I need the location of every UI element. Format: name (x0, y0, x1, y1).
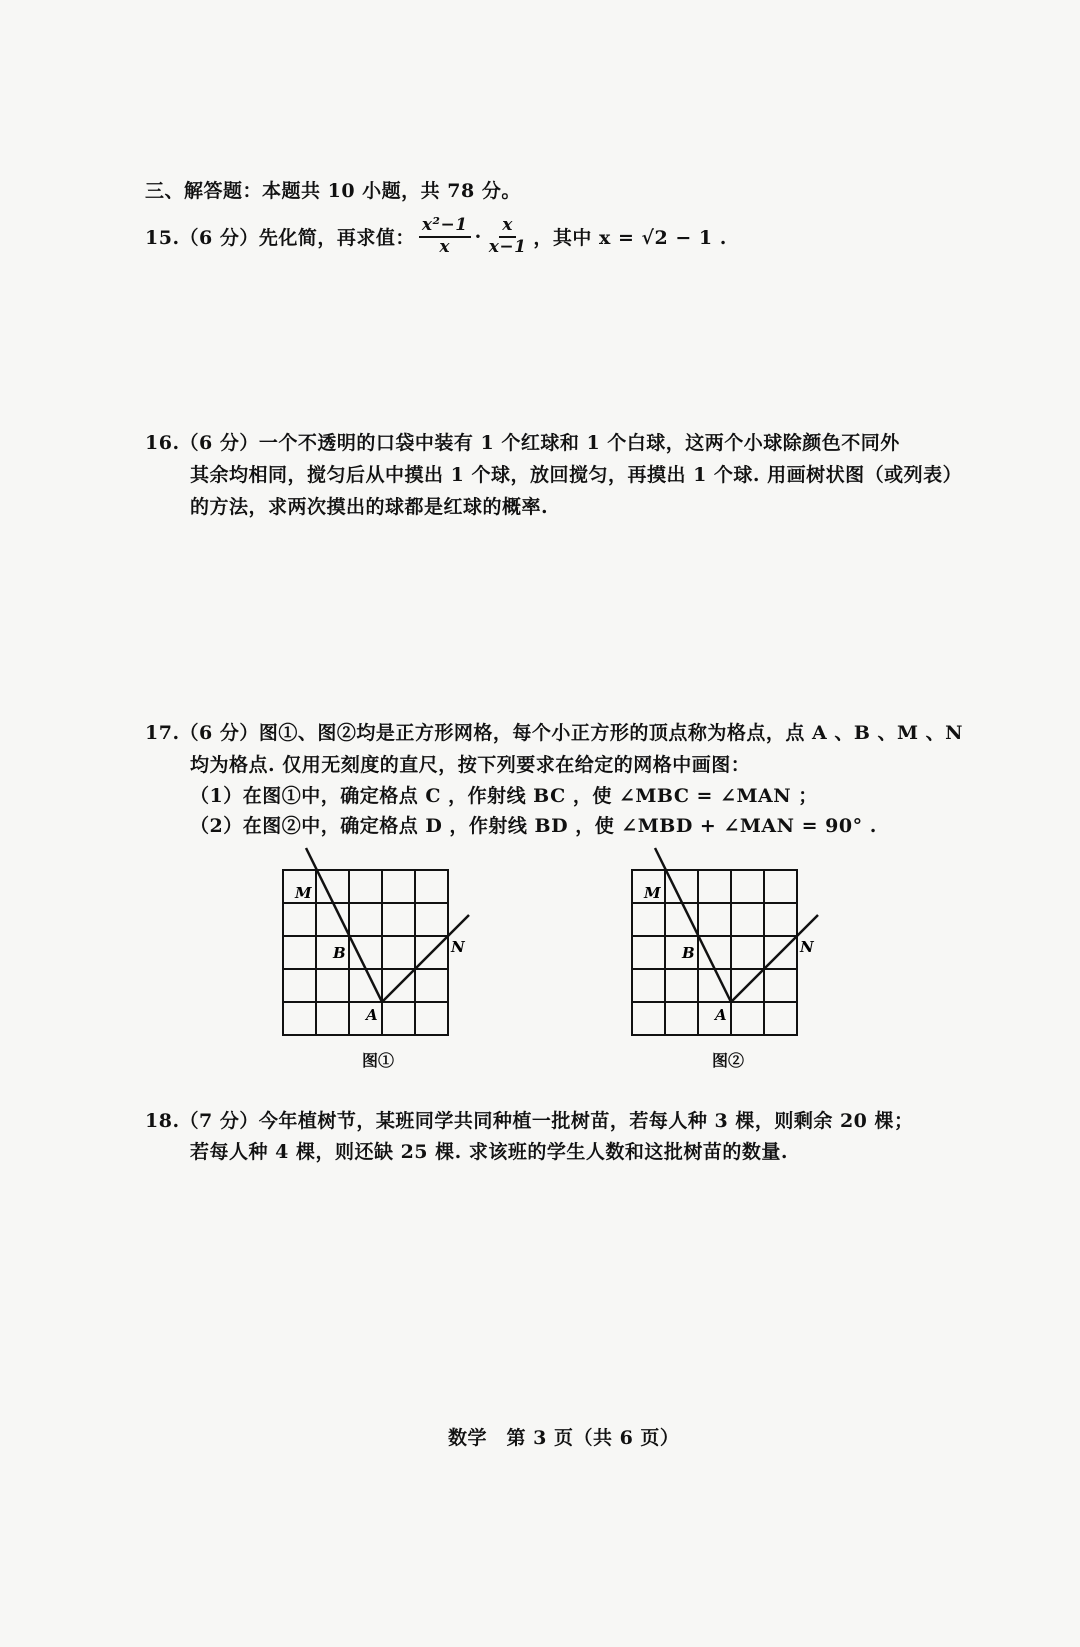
q15-frac1-denominator: x (439, 236, 451, 257)
grid-figure-1 (273, 840, 513, 1080)
label-m: M (295, 884, 312, 902)
q18-line-1: 18.（7 分）今年植树节，某班同学共同种植一批树苗，若每人种 3 棵，则剩余 20 棵； (145, 1110, 914, 1132)
label-a: A (715, 1006, 727, 1024)
label-n: N (800, 938, 814, 956)
ray-am (655, 848, 731, 1002)
label-m: M (644, 884, 661, 902)
label-b: B (682, 944, 695, 962)
q17-line-3: （1）在图①中，确定格点 C ，作射线 BC ，使 ∠MBC = ∠MAN ； (190, 785, 818, 807)
q15-frac2-numerator: x (499, 216, 516, 238)
q15-frac2-denominator: x−1 (488, 236, 527, 257)
ray-an (382, 915, 469, 1002)
q15-fraction-2 (486, 216, 530, 257)
section-title: 三、解答题：本题共 10 小题，共 78 分。 (145, 180, 521, 202)
q15-fraction-1 (419, 216, 471, 257)
label-n: N (451, 938, 465, 956)
q15-suffix: ，其中 x = √2 − 1 . (533, 227, 727, 250)
page-footer: 数学 第 3 页（共 6 页） (448, 1427, 680, 1449)
ray-an (731, 915, 818, 1002)
figure-1-caption: 图① (362, 1051, 395, 1070)
q16-line-3: 的方法，求两次摸出的球都是红球的概率. (190, 496, 549, 518)
q18-line-2: 若每人种 4 棵，则还缺 25 棵. 求该班的学生人数和这批树苗的数量. (190, 1141, 788, 1163)
grid-figure-2 (622, 840, 862, 1080)
q15-frac1-numerator: x²−1 (419, 216, 471, 238)
q16-line-1: 16.（6 分）一个不透明的口袋中装有 1 个红球和 1 个白球，这两个小球除颜色不同外 (145, 432, 900, 454)
q17-line-2: 均为格点. 仅用无刻度的直尺，按下列要求在给定的网格中画图： (190, 754, 751, 776)
q16-line-2: 其余均相同，搅匀后从中摸出 1 个球，放回搅匀，再摸出 1 个球. 用画树状图（或列表） (190, 464, 963, 486)
q15-prefix: 15.（6 分）先化简，再求值： (145, 227, 415, 250)
label-a: A (366, 1006, 378, 1024)
label-b: B (333, 944, 346, 962)
q15-dot: · (474, 225, 482, 248)
q17-line-4: （2）在图②中，确定格点 D ，作射线 BD ，使 ∠MBD + ∠MAN = 90° . (190, 815, 877, 837)
ray-am (306, 848, 382, 1002)
figure-2-caption: 图② (712, 1051, 745, 1070)
q17-line-1: 17.（6 分）图①、图②均是正方形网格，每个小正方形的顶点称为格点，点 A 、B 、M 、N (145, 722, 964, 744)
question-15 (145, 216, 727, 257)
